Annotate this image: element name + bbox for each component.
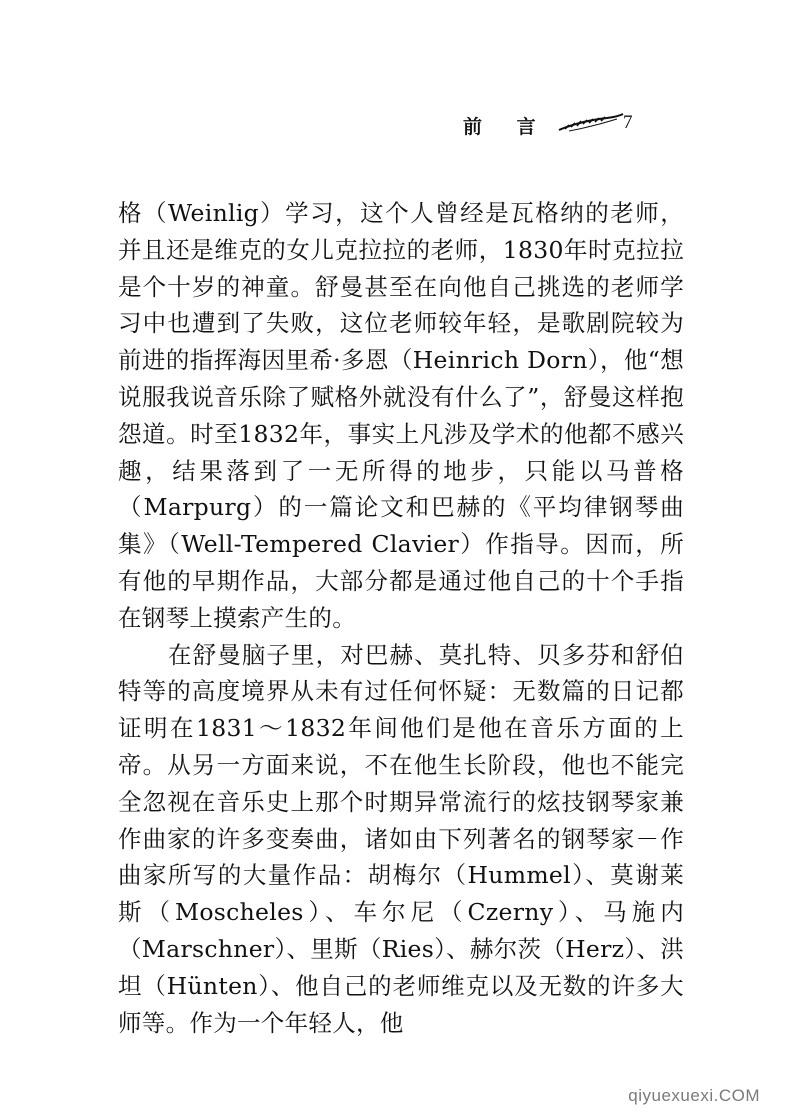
paragraph-1: 格（Weinlig）学习，这个人曾经是瓦格纳的老师，并且还是维克的女儿克拉拉的老师，1830年时克拉拉是个十岁的神童。舒曼甚至在向他自己挑选的老师学习中也遭到了失败，这位老师较年轻，是歌剧院较为前进的指挥海因里希·多恩（Heinrich Dorn），他“想说服我说音乐除了赋格外就没有什么了”，舒曼这样抱怨道。时至1832年，事实上凡涉及学术的他都不感兴趣，结果落到了一无所得的地步，只能以马普格（Marpurg）的一篇论文和巴赫的《平均律钢琴曲集》（Well-Tempered Clavier）作指导。因而，所有他的早期作品，大部分都是通过他自己的十个手指在钢琴上摸索产生的。 — [118, 199, 684, 632]
paragraph-2: 在舒曼脑子里，对巴赫、莫扎特、贝多芬和舒伯特等的高度境界从未有过任何怀疑：无数篇的日记都证明在1831～1832年间他们是他在音乐方面的上帝。从另一方面来说，不在他生长阶段，他也不能完全忽视在音乐史上那个时期异常流行的炫技钢琴家兼作曲家的许多变奏曲，诸如由下列著名的钢琴家－作曲家所写的大量作品：胡梅尔（Hummel）、莫谢莱斯（Moscheles）、车尔尼（Czerny）、马施内（Marschner）、里斯（Ries）、赫尔茨（Herz）、洪坦（Hünten）、他自己的老师维克以及无数的许多大师等。作为一个年轻人，他 — [118, 640, 684, 1037]
page-number: 7 — [623, 112, 633, 133]
chapter-title: 前 言 — [463, 116, 550, 138]
watermark: qiyuexuexi.COM — [628, 1086, 760, 1105]
body-text — [118, 195, 684, 1041]
running-head — [455, 108, 695, 148]
